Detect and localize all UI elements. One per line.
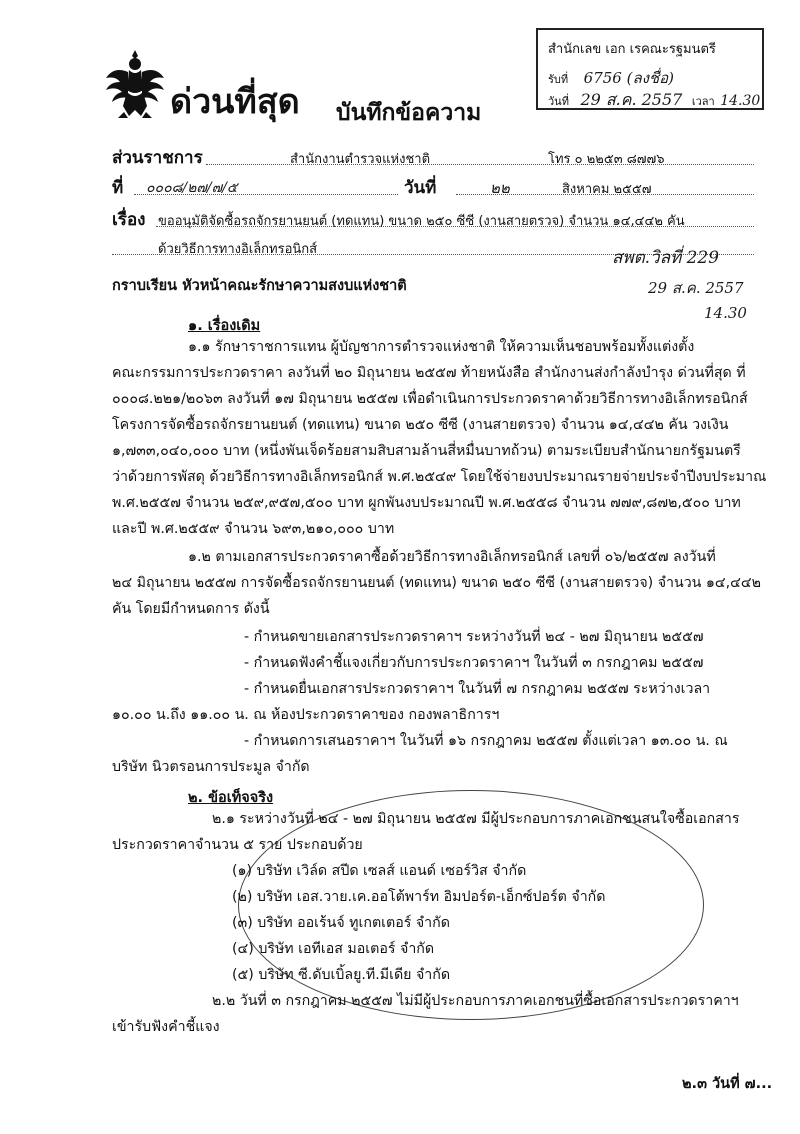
paragraph-line: ๑.๑ รักษาราชการแทน ผู้บัญชาการตำรวจแห่งชาติ ให้ความเห็นชอบพร้อมทั้งแต่งตั้ง: [188, 339, 695, 355]
stamp-date-row: [548, 88, 760, 113]
section-1-heading: ๑. เรื่องเดิม: [188, 318, 261, 334]
date-day: ๒๒: [490, 179, 510, 197]
schedule-item: - กำหนดฟังคำชี้แจงเกี่ยวกับการประกวดราคาฯ ในวันที่ ๓ กรกฎาคม ๒๕๕๗: [244, 655, 704, 671]
stamp-time-value: 14.30: [720, 93, 761, 109]
stamp-date-value: 29 ส.ค. 2557: [580, 90, 683, 109]
schedule-item-cont: ๑๐.๐๐ น.ถึง ๑๑.๐๐ น. ณ ห้องประกวดราคาของ กองพลาธิการฯ: [112, 707, 500, 723]
company-item: (๓) บริษัท ออเร้นจ์ ทูเกตเตอร์ จำกัด: [232, 915, 450, 931]
subject-line-2: ด้วยวิธีการทางอิเล็กทรอนิกส์: [158, 242, 318, 257]
page-continuation: ๒.๓ วันที่ ๗...: [682, 1076, 773, 1092]
stamp-receive-value: 6756 (ลงชื่อ): [583, 69, 675, 87]
company-item: (๑) บริษัท เวิล์ด สปีด เซลส์ แอนด์ เซอร์วิส จำกัด: [232, 863, 527, 879]
salutation: กราบเรียน หัวหน้าคณะรักษาความสงบแห่งชาติ: [112, 278, 407, 294]
phone-number: โทร ๐ ๒๒๕๓ ๘๗๗๖: [548, 152, 665, 167]
receipt-stamp: [536, 28, 764, 110]
ref-label: ที่: [112, 178, 124, 198]
stamp-date-label: วันที่: [548, 95, 569, 108]
date-month-year: สิงหาคม ๒๕๕๗: [562, 182, 652, 197]
stamp-time-label: เวลา: [691, 95, 715, 108]
paragraph-line: ๑.๒ ตามเอกสารประกวดราคาซื้อด้วยวิธีการทางอิเล็กทรอนิกส์ เลขที่ ๐๖/๒๕๕๗ ลงวันที่: [188, 549, 716, 565]
handwritten-note-3: 14.30: [704, 304, 747, 322]
agency-value: สำนักงานตำรวจแห่งชาติ: [290, 152, 431, 167]
stamp-receive-row: [548, 66, 674, 90]
company-item: (๔) บริษัท เอทีเอส มอเตอร์ จำกัด: [232, 941, 435, 957]
stamp-office: สำนักเลข เอก เรคณะรฐมนตรี: [548, 42, 716, 57]
subject-label: เรื่อง: [112, 210, 146, 230]
paragraph-line: ๐๐๐๘.๒๒๑/๒๐๖๓ ลงวันที่ ๑๗ มิถุนายน ๒๕๕๗ เพื่อดำเนินการประกวดราคาด้วยวิธีการทางอิเล็กทรอนิกส์: [112, 391, 748, 407]
agency-label: ส่วนราชการ: [112, 148, 203, 168]
date-label: วันที่: [404, 178, 437, 198]
memo-title: บันทึกข้อความ: [336, 100, 482, 126]
schedule-item-cont: บริษัท นิวตรอนการประมูล จำกัด: [112, 759, 310, 775]
paragraph-line: พ.ศ.๒๕๕๗ จำนวน ๒๕๙,๙๕๗,๕๐๐ บาท ผูกพันงบประมาณปี พ.ศ.๒๕๕๘ จำนวน ๗๗๙,๘๗๒,๕๐๐ บาท: [112, 495, 741, 511]
paragraph-line: คณะกรรมการประกวดราคา ลงวันที่ ๒๐ มิถุนายน ๒๕๕๗ ท้ายหนังสือ สำนักงานส่งกำลังบำรุง ด่วนที่สุด ที่: [112, 365, 746, 381]
paragraph-line: คัน โดยมีกำหนดการ ดังนี้: [112, 601, 270, 617]
company-item: (๕) บริษัท ซี.ดับเบิ้ลยู.ที.มีเดีย จำกัด: [232, 967, 451, 983]
garuda-emblem-icon: [104, 48, 166, 120]
urgency-label: ด่วนที่สุด: [170, 82, 300, 122]
paragraph-line: ๒๔ มิถุนายน ๒๕๕๗ การจัดซื้อรถจักรยานยนต์ (ทดแทน) ขนาด ๒๕๐ ซีซี (งานสายตรวจ) จำนวน ๑๔,๔๔๒: [112, 575, 761, 591]
schedule-item: - กำหนดขายเอกสารประกวดราคาฯ ระหว่างวันที่ ๒๔ - ๒๗ มิถุนายน ๒๕๕๗: [244, 629, 704, 645]
company-item: (๒) บริษัท เอส.วาย.เค.ออโต้พาร์ท อิมปอร์ต-เอ็กซ์ปอร์ต จำกัด: [232, 889, 606, 905]
handwritten-note-1: สพต.วิลที่ 229: [612, 248, 720, 268]
stamp-receive-label: รับที่: [548, 73, 569, 86]
paragraph-line: ๑,๗๓๓,๐๔๐,๐๐๐ บาท (หนึ่งพันเจ็ดร้อยสามสิบสามล้านสี่หมื่นบาทถ้วน) ตามระเบียบสำนักนายกรัฐมนตรี: [112, 443, 741, 459]
ref-value: ๐๐๐๘/๒๗/๗/๕: [146, 180, 238, 196]
schedule-item: - กำหนดการเสนอราคาฯ ในวันที่ ๑๖ กรกฎาคม ๒๕๕๗ ตั้งแต่เวลา ๑๓.๐๐ น. ณ: [244, 733, 728, 749]
paragraph-line: โครงการจัดซื้อรถจักรยานยนต์ (ทดแทน) ขนาด ๒๕๐ ซีซี (งานสายตรวจ) จำนวน ๑๔,๔๔๒ คัน วงเงิน: [112, 417, 729, 433]
paragraph-line: ๒.๑ ระหว่างวันที่ ๒๔ - ๒๗ มิถุนายน ๒๕๕๗ มีผู้ประกอบการภาคเอกชนสนใจซื้อเอกสาร: [212, 811, 740, 827]
paragraph-line: ๒.๒ วันที่ ๓ กรกฎาคม ๒๕๕๗ ไม่มีผู้ประกอบการภาคเอกชนที่ซื้อเอกสารประกวดราคาฯ: [212, 993, 739, 1009]
subject-line-1: ขออนุมัติจัดซื้อรถจักรยานยนต์ (ทดแทน) ขนาด ๒๕๐ ซีซี (งานสายตรวจ) จำนวน ๑๔,๔๔๒ คัน: [158, 214, 685, 229]
section-2-heading: ๒. ข้อเท็จจริง: [188, 790, 274, 806]
schedule-item: - กำหนดยื่นเอกสารประกวดราคาฯ ในวันที่ ๗ กรกฎาคม ๒๕๕๗ ระหว่างเวลา: [244, 681, 711, 697]
paragraph-line: และปี พ.ศ.๒๕๕๙ จำนวน ๖๙๓,๒๑๐,๐๐๐ บาท: [112, 521, 395, 537]
handwritten-note-2: 29 ส.ค. 2557: [648, 279, 744, 297]
paragraph-line: เข้ารับฟังคำชี้แจง: [112, 1019, 220, 1035]
paragraph-line: ประกวดราคาจำนวน ๕ ราย ประกอบด้วย: [112, 837, 363, 853]
paragraph-line: ว่าด้วยการพัสดุ ด้วยวิธีการทางอิเล็กทรอนิกส์ พ.ศ.๒๕๔๙ โดยใช้จ่ายงบประมาณรายจ่ายประจำปีงบประมาณ: [112, 469, 767, 485]
agency-underline: [206, 164, 754, 165]
